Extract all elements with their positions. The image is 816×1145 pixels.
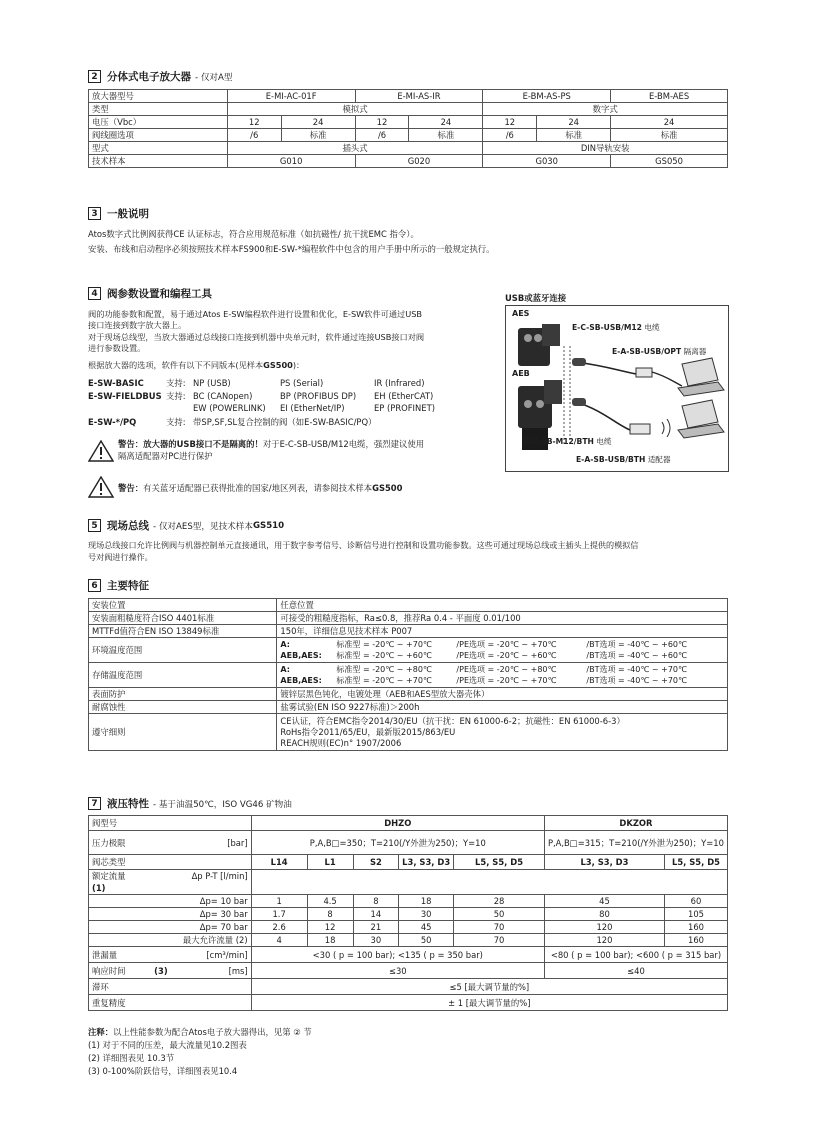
text: 标准型 = -20℃ ~ +60℃ — [336, 651, 432, 660]
section-5-title — [88, 518, 284, 533]
text: 标准型 = -20℃ ~ +70℃ — [336, 640, 432, 649]
table-cell: 存储温度范围 — [89, 663, 277, 688]
table-header: E-BM-AES — [611, 90, 728, 103]
text: 响应时间 — [92, 965, 126, 976]
table-cell: 160 — [664, 934, 727, 947]
text: 额定流量 — [92, 871, 126, 881]
table-cell — [89, 963, 252, 979]
text: A: — [280, 665, 290, 674]
table-cell: 8 — [353, 895, 399, 908]
table-cell: L5, S5, D5 — [454, 855, 545, 870]
table-cell: 45 — [399, 921, 454, 934]
table-cell: 型式 — [89, 142, 228, 155]
table-header: E-MI-AS-IR — [355, 90, 483, 103]
section-number: 3 — [88, 207, 101, 220]
label: 支持: — [166, 391, 186, 401]
table-cell: 28 — [454, 895, 545, 908]
text: E-C-SB-M12/BTH — [524, 437, 594, 446]
text: /BT选项 = -40℃ ~ +70℃ — [586, 665, 687, 674]
table-cell: 21 — [353, 921, 399, 934]
table-cell: 环境温度范围 — [89, 638, 277, 663]
text: /BT选项 = -40℃ ~ +60℃ — [586, 640, 687, 649]
text: REACH规则(EC)n° 1907/2006 — [280, 737, 402, 748]
table-cell: G030 — [483, 155, 611, 168]
diagram-label: AES — [512, 309, 530, 318]
section-number: 6 — [88, 579, 101, 592]
table-cell: 12 — [355, 116, 409, 129]
table-cell: 1.7 — [251, 908, 307, 921]
table-cell: 类型 — [89, 103, 228, 116]
text: [ms] — [228, 965, 248, 976]
table-cell: 105 — [664, 908, 727, 921]
diagram-label — [612, 346, 706, 358]
table-cell: /6 — [227, 129, 281, 142]
protocol: EW (POWERLINK) — [193, 403, 266, 413]
hydraulic-table — [88, 815, 728, 1011]
amplifier-table — [88, 89, 728, 168]
paragraph: 现场总线接口允许比例阀与机器控制单元直接通讯，用于数字参考信号、诊断信号进行控制和设置功能参数。这些可通过现场总线或主插头上提供的模拟信 — [88, 540, 639, 550]
text: AEB,AES: — [280, 676, 322, 685]
table-cell: Δp= 30 bar — [89, 908, 252, 921]
table-cell: 插头式 — [227, 142, 483, 155]
table-cell: 120 — [544, 934, 664, 947]
section-heading: 阀参数设置和编程工具 — [107, 288, 212, 300]
table-cell: 50 — [454, 908, 545, 921]
table-cell: 18 — [399, 895, 454, 908]
note — [88, 1026, 312, 1038]
section-heading: 主要特征 — [107, 580, 149, 592]
text: 有关蓝牙适配器已获得批准的国家/地区列表，请参阅技术样本 — [143, 483, 373, 493]
diagram-label — [576, 454, 671, 466]
table-cell: 12 — [227, 116, 281, 129]
table-cell: 电压（Vbc） — [89, 116, 228, 129]
section-number: 4 — [88, 287, 101, 300]
text: A: — [280, 640, 290, 649]
text: /BT选项 = -40℃ ~ +60℃ — [586, 651, 687, 660]
table-cell: 耐腐蚀性 — [89, 701, 277, 714]
section-7-title — [88, 796, 292, 811]
table-cell: 4.5 — [307, 895, 353, 908]
table-cell: L3, S3, D3 — [544, 855, 664, 870]
section-subtitle: - 仅对AES型，见技术样本 — [153, 521, 253, 532]
section-subtitle: - 基于油温50℃，ISO VG46 矿物油 — [153, 799, 292, 810]
table-cell: 80 — [544, 908, 664, 921]
table-cell: 12 — [307, 921, 353, 934]
text: 警告： — [118, 483, 144, 493]
table-cell: 120 — [544, 921, 664, 934]
text: 以上性能参数为配合Atos电子放大器得出，见第 ② 节 — [113, 1027, 312, 1037]
text: 标准型 = -20℃ ~ +80℃ — [336, 665, 432, 674]
table-cell: 4 — [251, 934, 307, 947]
table-cell: L14 — [251, 855, 307, 870]
paragraph — [88, 359, 304, 371]
table-cell: 24 — [537, 116, 611, 129]
table-cell: 14 — [353, 908, 399, 921]
table-cell: 重复精度 — [89, 995, 252, 1011]
paragraph: 进行参数设置。 — [88, 343, 146, 353]
protocol: EP (PROFINET) — [374, 403, 435, 413]
table-cell: 镀锌层黑色钝化，电镀处理（AEB和AES型放大器壳体） — [277, 688, 728, 701]
table-cell — [277, 714, 728, 751]
table-cell: 24 — [409, 116, 483, 129]
protocol: BC (CANopen) — [193, 391, 253, 401]
table-cell: 12 — [483, 116, 537, 129]
note: (3) 0-100%阶跃信号，详细图表见10.4 — [88, 1066, 238, 1076]
table-cell: 30 — [353, 934, 399, 947]
section-heading: 液压特性 — [107, 798, 149, 810]
protocol: EI (EtherNet/IP) — [280, 403, 345, 413]
table-cell: 滞环 — [89, 979, 252, 995]
text: [cm³/min] — [206, 949, 248, 960]
table-cell: <80 ( p = 100 bar); <600 ( p = 315 bar) — [544, 947, 727, 963]
table-cell: S2 — [353, 855, 399, 870]
text: 隔离器 — [683, 347, 707, 356]
section-heading: 现场总线 — [107, 520, 149, 532]
table-cell: 2.6 — [251, 921, 307, 934]
section-number: 7 — [88, 797, 101, 810]
label: 支持: — [166, 378, 186, 388]
table-cell: <30 ( p = 100 bar); <135 ( p = 350 bar) — [251, 947, 544, 963]
section-number: 2 — [88, 70, 101, 83]
table-cell: 标准 — [409, 129, 483, 142]
table-cell: G010 — [227, 155, 355, 168]
protocol: IR (Infrared) — [374, 378, 425, 388]
table-cell: 8 — [307, 908, 353, 921]
paragraph: 号对阀进行操作。 — [88, 552, 153, 562]
text: 标准型 = -20℃ ~ +70℃ — [336, 676, 432, 685]
table-cell — [277, 638, 728, 663]
protocol: EH (EtherCAT) — [374, 391, 434, 401]
table-cell: ≤40 — [544, 963, 727, 979]
table-cell: 盐雾试验(EN ISO 9227标准)＞200h — [277, 701, 728, 714]
warning-text: 隔离适配器对PC进行保护 — [118, 451, 213, 461]
table-cell: 24 — [281, 116, 355, 129]
table-cell: 1 — [251, 895, 307, 908]
table-cell: 50 — [399, 934, 454, 947]
text: 注释： — [88, 1027, 114, 1037]
diagram-label — [524, 436, 611, 448]
table-header: E-BM-AS-PS — [483, 90, 611, 103]
text: 泄漏量 — [92, 949, 118, 960]
note: (2) 详细图表见 10.3节 — [88, 1053, 175, 1063]
table-cell: P,A,B□=315；T=210(/Y外泄为250)；Y=10 — [544, 831, 727, 855]
table-cell: 阀线圈选项 — [89, 129, 228, 142]
section-2-title — [88, 69, 233, 84]
text: /PE选项 = -20℃ ~ +80℃ — [456, 665, 557, 674]
diagram-title: USB或蓝牙连接 — [505, 293, 567, 303]
table-cell: 数字式 — [483, 103, 728, 116]
section-subtitle: GS510 — [252, 520, 285, 531]
section-number: 5 — [88, 519, 101, 532]
table-cell: 70 — [454, 934, 545, 947]
connection-diagram — [505, 305, 729, 472]
text: /BT选项 = -40℃ ~ +70℃ — [586, 676, 687, 685]
warning-text — [118, 482, 402, 494]
warning-text — [118, 438, 424, 450]
table-cell: 任意位置 — [277, 599, 728, 612]
text: 警告：放大器的USB接口不是隔离的！ — [118, 439, 263, 449]
diagram-label: AEB — [512, 369, 530, 378]
section-subtitle: - 仅对A型 — [195, 72, 233, 83]
text: GS500 — [263, 360, 293, 370]
text: 电缆 — [644, 323, 660, 332]
table-header: 放大器型号 — [89, 90, 228, 103]
section-heading: 一般说明 — [107, 208, 149, 220]
table-header: DKZOR — [544, 816, 727, 831]
table-cell: L5, S5, D5 — [664, 855, 727, 870]
table-cell: 160 — [664, 921, 727, 934]
text: GS500 — [372, 483, 403, 493]
warning-icon — [88, 440, 114, 462]
paragraph: 安装、布线和启动程序必须按照技术样本FS900和E-SW-*编程软件中包含的用户手册中所示的一般规定执行。 — [88, 244, 495, 254]
paragraph: 接口连接到数字放大器上。 — [88, 320, 187, 330]
text: /PE选项 = -20℃ ~ +70℃ — [456, 676, 557, 685]
table-cell: 24 — [611, 116, 728, 129]
text: (3) — [154, 965, 168, 976]
table-cell: L3, S3, D3 — [399, 855, 454, 870]
table-cell: 安装面粗糙度符合ISO 4401标准 — [89, 612, 277, 625]
table-cell: 标准 — [611, 129, 728, 142]
software-name: E-SW-BASIC — [88, 378, 144, 388]
table-cell: Δp= 70 bar — [89, 921, 252, 934]
text: )： — [292, 360, 305, 370]
label: 支持: — [166, 417, 186, 427]
table-cell: 技术样本 — [89, 155, 228, 168]
table-cell: 70 — [454, 921, 545, 934]
table-cell: 60 — [664, 895, 727, 908]
paragraph: Atos数字式比例阀获得CE 认证标志，符合应用规范标准（如抗磁性/ 抗干扰EMC 指令）。 — [88, 229, 419, 239]
text: (1) — [92, 883, 106, 893]
table-cell: 30 — [399, 908, 454, 921]
table-cell: /6 — [483, 129, 537, 142]
text: 适配器 — [647, 455, 671, 464]
table-cell: 150年，详细信息见技术样本 P007 — [277, 625, 728, 638]
table-cell: 45 — [544, 895, 664, 908]
table-cell — [89, 831, 252, 855]
text: CE认证，符合EMC指令2014/30/EU（抗干扰：EN 61000-6-2；抗磁性：EN 61000-6-3） — [280, 715, 625, 726]
text: RoHs指令2011/65/EU，最新版2015/863/EU — [280, 726, 456, 737]
table-cell: GS050 — [611, 155, 728, 168]
section-3-title — [88, 206, 149, 221]
table-cell — [89, 870, 252, 895]
text: Δp P-T [l/min] — [191, 871, 248, 881]
table-cell: 安装位置 — [89, 599, 277, 612]
table-cell: Δp= 10 bar — [89, 895, 252, 908]
table-cell: L1 — [307, 855, 353, 870]
paragraph: 阀的功能参数和配置，易于通过Atos E-SW编程软件进行设置和优化，E-SW软件可通过USB — [88, 309, 423, 319]
table-cell: 阀型号 — [89, 816, 252, 831]
protocol: 带SP,SF,SL复合控制的阀（如E-SW-BASIC/PQ） — [193, 417, 377, 427]
text: E-C-SB-USB/M12 — [572, 323, 642, 332]
paragraph: 对于现场总线型，当放大器通过总线接口连接到机器中央单元时，软件通过连接USB接口对阀 — [88, 332, 425, 342]
table-cell: G020 — [355, 155, 483, 168]
section-4-title — [88, 286, 212, 301]
table-cell: 表面防护 — [89, 688, 277, 701]
software-name: E-SW-*/PQ — [88, 417, 137, 427]
table-cell: 最大允许流量 (2) — [89, 934, 252, 947]
table-cell: ≤30 — [251, 963, 544, 979]
text: AEB,AES: — [280, 651, 322, 660]
table-cell: 阀芯类型 — [89, 855, 252, 870]
table-header: DHZO — [251, 816, 544, 831]
table-cell: DIN导轨安装 — [483, 142, 728, 155]
table-cell: 标准 — [537, 129, 611, 142]
table-cell — [277, 663, 728, 688]
protocol: BP (PROFIBUS DP) — [280, 391, 357, 401]
table-cell: P,A,B□=350；T=210(/Y外泄为250)；Y=10 — [251, 831, 544, 855]
text: 电缆 — [596, 437, 612, 446]
table-cell: 可接受的粗糙度指标，Ra≤0.8，推荐Ra 0.4 - 平面度 0.01/100 — [277, 612, 728, 625]
warning-icon — [88, 476, 114, 498]
section-heading: 分体式电子放大器 — [107, 71, 191, 83]
features-table — [88, 598, 728, 751]
table-cell: 标准 — [281, 129, 355, 142]
text: 根据放大器的选项，软件有以下不同版本(见样本 — [88, 360, 264, 370]
text: 对于E-C-SB-USB/M12电缆，强烈建议使用 — [262, 439, 425, 449]
text: /PE选项 = -20℃ ~ +70℃ — [456, 640, 557, 649]
table-cell: ± 1 [最大调节量的%] — [251, 995, 727, 1011]
table-cell: 遵守细则 — [89, 714, 277, 751]
software-name: E-SW-FIELDBUS — [88, 391, 162, 401]
text: E-A-SB-USB/BTH — [576, 455, 646, 464]
table-cell: 模拟式 — [227, 103, 483, 116]
text: 压力极限 — [92, 837, 126, 848]
text: [bar] — [227, 837, 248, 848]
diagram-label — [572, 322, 660, 334]
note: (1) 对于不同的压差，最大流量见10.2图表 — [88, 1040, 247, 1050]
table-cell — [89, 947, 252, 963]
section-6-title — [88, 578, 149, 593]
table-cell: MTTFd值符合EN ISO 13849标准 — [89, 625, 277, 638]
text: /PE选项 = -20℃ ~ +60℃ — [456, 651, 557, 660]
table-header: E-MI-AC-01F — [227, 90, 355, 103]
protocol: PS (Serial) — [280, 378, 324, 388]
table-cell: /6 — [355, 129, 409, 142]
protocol: NP (USB) — [193, 378, 231, 388]
text: E-A-SB-USB/OPT — [612, 347, 682, 356]
table-cell: ≤5 [最大调节量的%] — [251, 979, 727, 995]
table-cell: 18 — [307, 934, 353, 947]
table-cell — [251, 870, 727, 895]
